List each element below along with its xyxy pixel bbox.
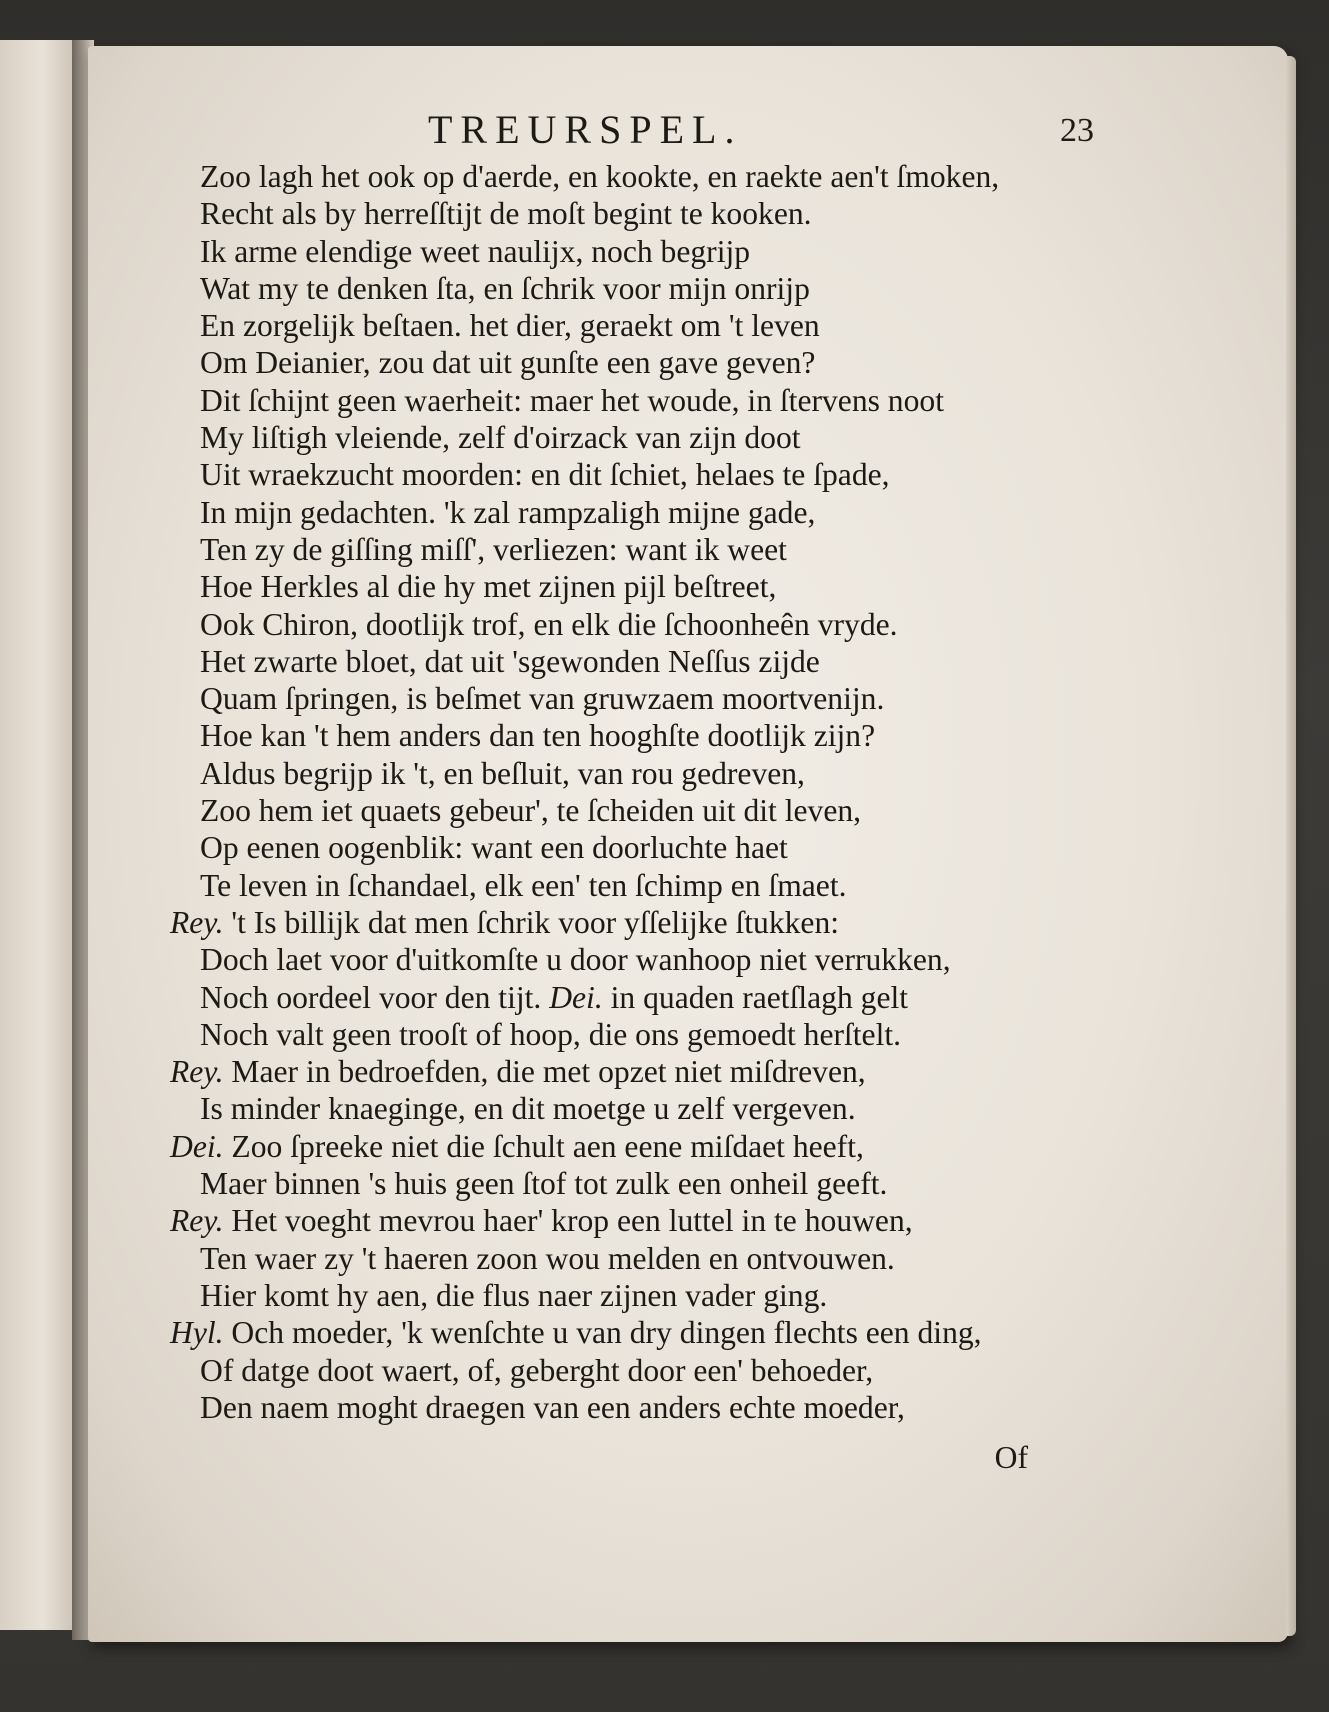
verse-line [170,382,1250,419]
speaker-name: Rey. [170,1054,224,1090]
line-text: Ik arme elendige weet naulijx, noch begrijp [200,233,751,269]
speaker-name: Rey. [170,904,224,940]
line-text: Dit ſchijnt geen waerheit: maer het woude, in ſtervens noot [200,382,944,418]
book-page [88,46,1288,1642]
line-text: Noch oordeel voor den tijt. [200,979,542,1015]
verse-line [170,158,1250,195]
page-edge [1286,56,1296,1636]
verse-line [170,531,1250,568]
verse-line [170,1053,1250,1090]
line-text: Doch laet voor d'uitkomſte u door wanhoop niet verrukken, [200,942,951,978]
verse-line [170,307,1250,344]
verse-line [170,606,1250,643]
line-text: Den naem moght draegen van een anders echte moeder, [200,1389,905,1425]
line-text: Is minder knaeginge, en dit moetge u zelf vergeven. [200,1091,856,1127]
verse-line [170,1240,1250,1277]
verse-line [170,1090,1250,1127]
verse-line [170,643,1250,680]
line-text: En zorgelijk beſtaen. het dier, geraekt om 't leven [200,308,820,344]
page-number: 23 [1060,112,1094,149]
verse-line [170,568,1250,605]
line-text: Aldus begrijp ik 't, en beſluit, van rou gedreven, [200,755,805,791]
verse-line [170,270,1250,307]
verse-line [170,755,1250,792]
line-text: My liſtigh vleiende, zelf d'oirzack van zijn doot [200,420,801,456]
line-text: Op eenen oogenblik: want een doorluchte haet [200,830,788,866]
verse-line [170,979,1250,1016]
line-text: Maer in bedroefden, die met opzet niet miſdreven, [231,1054,866,1090]
verse-line [170,195,1250,232]
line-text: 't Is billijk dat men ſchrik voor yſſelijke ſtukken: [231,904,840,940]
line-text: Zoo hem iet quaets gebeur', te ſcheiden uit dit leven, [200,793,862,829]
line-text: Zoo ſpreeke niet die ſchult aen eene miſdaet heeft, [231,1128,864,1164]
catchword: Of [994,1440,1028,1475]
line-text: Hier komt hy aen, die flus naer zijnen vader ging. [200,1277,828,1313]
speaker-name: Hyl. [170,1315,224,1351]
verse-line [170,904,1250,941]
line-text: Of datge doot waert, of, geberght door een' behoeder, [200,1352,874,1388]
verse-line [170,1277,1250,1314]
line-text: in quaden raetſlagh gelt [610,979,909,1015]
line-text: Zoo lagh het ook op d'aerde, en kookte, en raekte aen't ſmoken, [200,159,1000,194]
line-text: Quam ſpringen, is beſmet van gruwzaem moortvenijn. [200,681,885,717]
speaker-name: Dei. [549,979,603,1015]
verse-line [170,419,1250,456]
page-header [88,106,1288,166]
line-text: Om Deianier, zou dat uit gunſte een gave geven? [200,345,816,381]
verse-line [170,1202,1250,1239]
verse-line [170,1314,1250,1351]
running-title: TREURSPEL. [428,107,743,152]
verse-line [170,829,1250,866]
verse-line [170,1128,1250,1165]
verse-line [170,494,1250,531]
verse-text [170,158,1250,1426]
verse-line [170,717,1250,754]
verse-line [170,456,1250,493]
speaker-name: Dei. [170,1128,224,1164]
verse-line [170,1352,1250,1389]
line-text: Wat my te denken ſta, en ſchrik voor mijn onrijp [200,270,810,306]
line-text: Hoe kan 't hem anders dan ten hooghſte dootlijk zijn? [200,718,876,754]
line-text: Hoe Herkles al die hy met zijnen pijl beſtreet, [200,569,777,605]
line-text: Ten waer zy 't haeren zoon wou melden en ontvouwen. [200,1240,895,1276]
line-text: Maer binnen 's huis geen ſtof tot zulk een onheil geeft. [200,1166,888,1202]
line-text: Ook Chiron, dootlijk trof, en elk die ſchoonheên vryde. [200,606,898,642]
verse-line [170,233,1250,270]
verse-line [170,1389,1250,1426]
verse-line [170,792,1250,829]
line-text: Noch valt geen trooſt of hoop, die ons gemoedt herſtelt. [200,1016,902,1052]
line-text: Het zwarte bloet, dat uit 'sgewonden Neſſus zijde [200,643,820,679]
verse-line [170,1016,1250,1053]
line-text: Recht als by herreſſtijt de moſt begint te kooken. [200,196,812,232]
line-text: Het voeght mevrou haer' krop een luttel in te houwen, [231,1203,913,1239]
line-text: Uit wraekzucht moorden: en dit ſchiet, helaes te ſpade, [200,457,890,493]
speaker-name: Rey. [170,1203,224,1239]
verse-line [170,344,1250,381]
line-text: Ten zy de giſſing miſſ', verliezen: want ik weet [200,531,787,567]
line-text: Te leven in ſchandael, elk een' ten ſchimp en ſmaet. [200,867,847,903]
line-text: In mijn gedachten. 'k zal rampzaligh mijne gade, [200,494,816,530]
verse-line [170,941,1250,978]
verse-line [170,680,1250,717]
verse-line [170,1165,1250,1202]
verse-line [170,867,1250,904]
line-text: Och moeder, 'k wenſchte u van dry dingen flechts een ding, [231,1315,982,1351]
previous-page-edge [0,40,78,1630]
